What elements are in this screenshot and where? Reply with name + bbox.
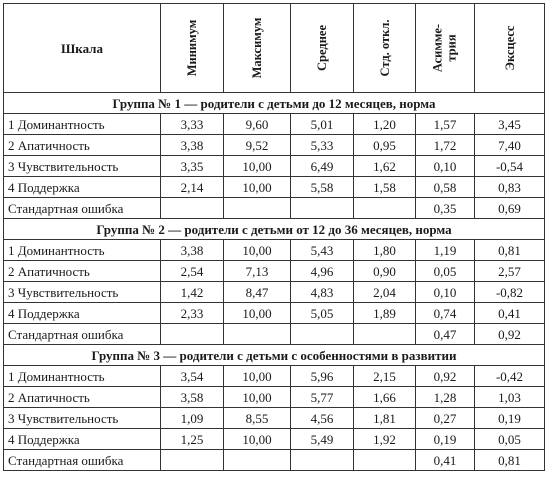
value-cell-asym: 0,92 xyxy=(416,366,475,387)
value-cell-excess: -0,54 xyxy=(475,156,545,177)
value-cell-min: 1,09 xyxy=(161,408,224,429)
empty-cell-min xyxy=(161,324,224,345)
value-cell-asym: 0,35 xyxy=(416,198,475,219)
value-cell-mean: 5,33 xyxy=(291,135,354,156)
header-asymmetry-line2: трия xyxy=(445,34,459,62)
header-row xyxy=(4,4,545,93)
value-cell-asym: 0,27 xyxy=(416,408,475,429)
value-cell-excess: 0,83 xyxy=(475,177,545,198)
empty-cell-min xyxy=(161,198,224,219)
scale-name-cell: 4 Поддержка xyxy=(4,177,161,198)
value-cell-min: 2,14 xyxy=(161,177,224,198)
value-cell-excess: -0,82 xyxy=(475,282,545,303)
header-max-label: Максимум xyxy=(249,17,264,79)
scale-name-cell: 1 Доминантность xyxy=(4,114,161,135)
value-cell-asym: 0,47 xyxy=(416,324,475,345)
value-cell-asym: 1,28 xyxy=(416,387,475,408)
header-asymmetry-line1: Асимме- xyxy=(430,23,445,73)
header-min xyxy=(161,4,224,93)
value-cell-asym: 0,19 xyxy=(416,429,475,450)
value-cell-excess: 0,19 xyxy=(475,408,545,429)
value-cell-max: 10,00 xyxy=(224,429,291,450)
header-mean-label: Среднее xyxy=(314,25,329,71)
value-cell-min: 3,54 xyxy=(161,366,224,387)
value-cell-mean: 6,49 xyxy=(291,156,354,177)
header-excess xyxy=(475,4,545,93)
scale-name-cell: 4 Поддержка xyxy=(4,429,161,450)
value-cell-excess: -0,42 xyxy=(475,366,545,387)
table-row xyxy=(4,135,545,156)
value-cell-std: 2,15 xyxy=(354,366,416,387)
empty-cell-mean xyxy=(291,198,354,219)
empty-cell-max xyxy=(224,324,291,345)
empty-cell-std xyxy=(354,324,416,345)
group-header-row xyxy=(4,93,545,114)
table-row xyxy=(4,261,545,282)
value-cell-mean: 5,01 xyxy=(291,114,354,135)
scale-name-cell: 3 Чувствительность xyxy=(4,156,161,177)
statistics-table xyxy=(3,3,545,471)
header-std-label: Стд. откл. xyxy=(377,19,392,77)
value-cell-asym: 0,41 xyxy=(416,450,475,471)
value-cell-std: 1,80 xyxy=(354,240,416,261)
empty-cell-mean xyxy=(291,324,354,345)
table-row xyxy=(4,366,545,387)
value-cell-asym: 0,74 xyxy=(416,303,475,324)
value-cell-excess: 1,03 xyxy=(475,387,545,408)
value-cell-min: 3,38 xyxy=(161,240,224,261)
value-cell-excess: 0,81 xyxy=(475,450,545,471)
empty-cell-max xyxy=(224,198,291,219)
scale-name-cell: 1 Доминантность xyxy=(4,240,161,261)
table-row xyxy=(4,177,545,198)
value-cell-min: 3,33 xyxy=(161,114,224,135)
header-excess-label: Эксцесс xyxy=(502,25,517,71)
value-cell-asym: 0,58 xyxy=(416,177,475,198)
scale-name-cell: 2 Апатичность xyxy=(4,261,161,282)
value-cell-std: 1,92 xyxy=(354,429,416,450)
table-row xyxy=(4,408,545,429)
scale-name-cell: 1 Доминантность xyxy=(4,366,161,387)
value-cell-excess: 7,40 xyxy=(475,135,545,156)
value-cell-max: 10,00 xyxy=(224,387,291,408)
standard-error-row xyxy=(4,198,545,219)
value-cell-max: 9,60 xyxy=(224,114,291,135)
empty-cell-min xyxy=(161,450,224,471)
value-cell-std: 0,90 xyxy=(354,261,416,282)
header-asymmetry-label xyxy=(431,24,460,72)
table-row xyxy=(4,282,545,303)
group-title: Группа № 3 — родители с детьми с особенностями в развитии xyxy=(4,345,545,366)
value-cell-mean: 5,49 xyxy=(291,429,354,450)
standard-error-label: Стандартная ошибка xyxy=(4,324,161,345)
value-cell-asym: 0,05 xyxy=(416,261,475,282)
value-cell-asym: 1,57 xyxy=(416,114,475,135)
table-row xyxy=(4,156,545,177)
table-row xyxy=(4,240,545,261)
header-asymmetry xyxy=(416,4,475,93)
value-cell-std: 1,58 xyxy=(354,177,416,198)
scale-name-cell: 2 Апатичность xyxy=(4,387,161,408)
table-row xyxy=(4,114,545,135)
value-cell-max: 7,13 xyxy=(224,261,291,282)
value-cell-mean: 5,96 xyxy=(291,366,354,387)
value-cell-std: 1,66 xyxy=(354,387,416,408)
value-cell-min: 2,33 xyxy=(161,303,224,324)
value-cell-min: 3,38 xyxy=(161,135,224,156)
value-cell-std: 0,95 xyxy=(354,135,416,156)
value-cell-max: 10,00 xyxy=(224,177,291,198)
value-cell-mean: 4,56 xyxy=(291,408,354,429)
value-cell-asym: 0,10 xyxy=(416,156,475,177)
header-min-label: Минимум xyxy=(184,19,199,77)
value-cell-mean: 4,83 xyxy=(291,282,354,303)
group-header-row xyxy=(4,219,545,240)
table-row xyxy=(4,429,545,450)
value-cell-max: 10,00 xyxy=(224,240,291,261)
header-max xyxy=(224,4,291,93)
table-row xyxy=(4,303,545,324)
value-cell-std: 1,20 xyxy=(354,114,416,135)
value-cell-mean: 5,43 xyxy=(291,240,354,261)
empty-cell-std xyxy=(354,450,416,471)
value-cell-excess: 0,81 xyxy=(475,240,545,261)
header-mean xyxy=(291,4,354,93)
value-cell-max: 8,47 xyxy=(224,282,291,303)
empty-cell-max xyxy=(224,450,291,471)
value-cell-min: 1,42 xyxy=(161,282,224,303)
value-cell-min: 3,35 xyxy=(161,156,224,177)
group-title: Группа № 2 — родители с детьми от 12 до 36 месяцев, норма xyxy=(4,219,545,240)
scale-name-cell: 2 Апатичность xyxy=(4,135,161,156)
value-cell-max: 10,00 xyxy=(224,366,291,387)
group-header-row xyxy=(4,345,545,366)
value-cell-asym: 1,72 xyxy=(416,135,475,156)
value-cell-std: 1,62 xyxy=(354,156,416,177)
value-cell-mean: 5,05 xyxy=(291,303,354,324)
value-cell-asym: 0,10 xyxy=(416,282,475,303)
scale-name-cell: 4 Поддержка xyxy=(4,303,161,324)
value-cell-min: 1,25 xyxy=(161,429,224,450)
statistics-table-wrapper xyxy=(3,3,545,471)
value-cell-asym: 1,19 xyxy=(416,240,475,261)
scale-name-cell: 3 Чувствительность xyxy=(4,408,161,429)
standard-error-label: Стандартная ошибка xyxy=(4,198,161,219)
value-cell-excess: 0,69 xyxy=(475,198,545,219)
standard-error-row xyxy=(4,450,545,471)
value-cell-std: 2,04 xyxy=(354,282,416,303)
value-cell-std: 1,81 xyxy=(354,408,416,429)
value-cell-mean: 5,77 xyxy=(291,387,354,408)
value-cell-max: 8,55 xyxy=(224,408,291,429)
scale-name-cell: 3 Чувствительность xyxy=(4,282,161,303)
standard-error-row xyxy=(4,324,545,345)
table-row xyxy=(4,387,545,408)
header-scale: Шкала xyxy=(4,4,161,93)
standard-error-label: Стандартная ошибка xyxy=(4,450,161,471)
table-body xyxy=(4,93,545,471)
value-cell-excess: 3,45 xyxy=(475,114,545,135)
value-cell-excess: 0,41 xyxy=(475,303,545,324)
value-cell-mean: 4,96 xyxy=(291,261,354,282)
value-cell-max: 9,52 xyxy=(224,135,291,156)
value-cell-excess: 2,57 xyxy=(475,261,545,282)
value-cell-min: 3,58 xyxy=(161,387,224,408)
value-cell-std: 1,89 xyxy=(354,303,416,324)
group-title: Группа № 1 — родители с детьми до 12 месяцев, норма xyxy=(4,93,545,114)
value-cell-excess: 0,92 xyxy=(475,324,545,345)
value-cell-excess: 0,05 xyxy=(475,429,545,450)
value-cell-min: 2,54 xyxy=(161,261,224,282)
header-std xyxy=(354,4,416,93)
empty-cell-std xyxy=(354,198,416,219)
value-cell-mean: 5,58 xyxy=(291,177,354,198)
value-cell-max: 10,00 xyxy=(224,303,291,324)
empty-cell-mean xyxy=(291,450,354,471)
value-cell-max: 10,00 xyxy=(224,156,291,177)
